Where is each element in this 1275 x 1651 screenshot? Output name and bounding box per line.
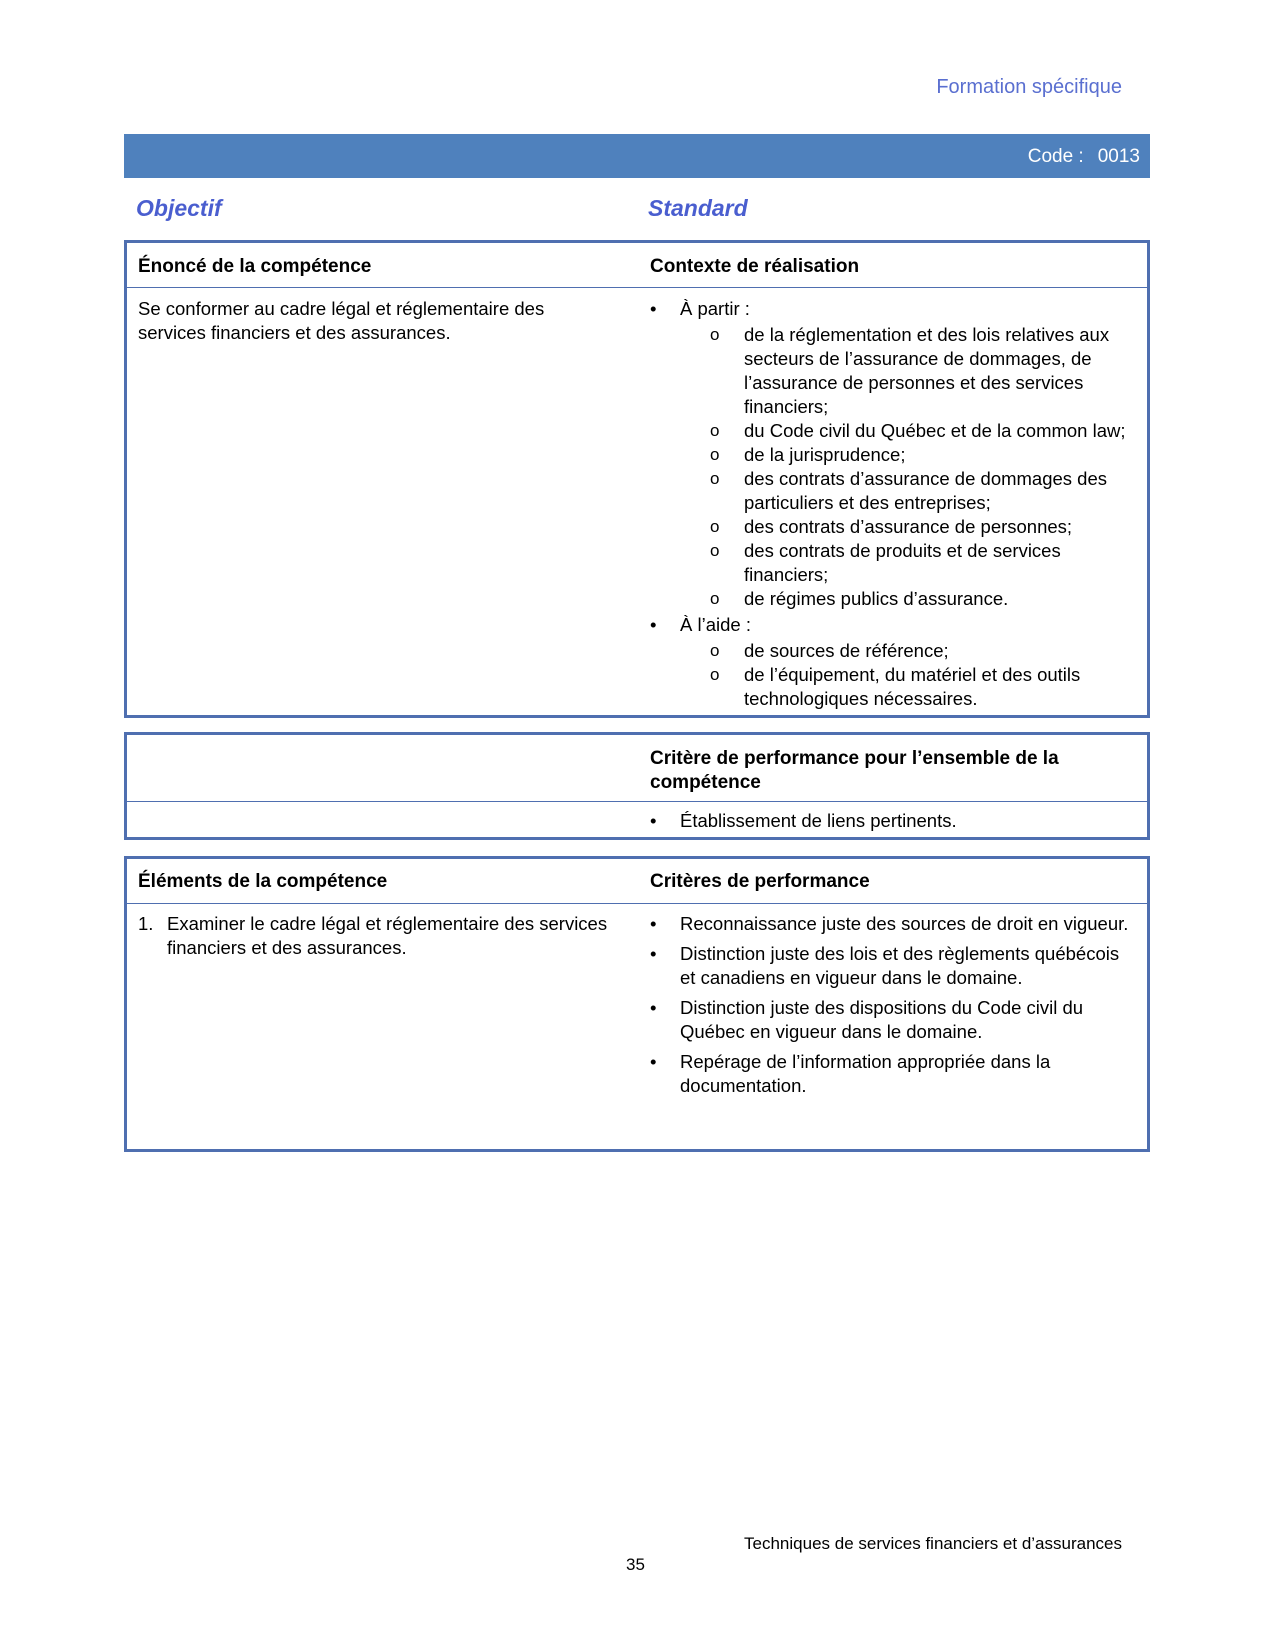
context-list [650,297,1140,713]
element-item [138,912,608,960]
criteria-header: Critères de performance [650,871,870,892]
overall-criterion-header: Critère de performance pour l’ensemble de la compétence [650,748,1059,793]
list-item: o des contrats de produits et de services financiers; [680,539,1140,587]
context-group [650,613,1140,711]
element-number: 1. [138,913,154,934]
list-item: o des contrats d’assurance de personnes; [680,515,1140,539]
context-header: Contexte de réalisation [650,256,860,277]
list-item: o de sources de référence; [680,639,1140,663]
list-item: o de la jurisprudence; [680,443,1140,467]
list-item: o de l’équipement, du matériel et des outils technologiques nécessaires. [680,663,1140,711]
program-header: Formation spécifique [936,76,1122,98]
standard-heading: Standard [648,195,748,221]
competence-code [1028,146,1140,168]
elements-header: Éléments de la compétence [138,871,388,892]
element-text: Examiner le cadre légal et réglementaire des services financiers et des assurances. [167,913,608,958]
box-divider [127,801,1147,802]
list-item: • Repérage de l’information appropriée dans la documentation. [650,1050,1130,1098]
context-group [650,297,1140,611]
competence-box [124,240,1150,718]
overall-criterion-list [650,809,1130,839]
code-label: Code : [1027,146,1084,167]
list-item: o des contrats d’assurance de dommages des particuliers et des entreprises; [680,467,1140,515]
box-divider [127,903,1147,904]
overall-criterion-box [124,732,1150,840]
context-group-label: À l’aide : [680,614,751,635]
list-item: • Reconnaissance juste des sources de droit en vigueur. [650,912,1130,936]
list-item: • Distinction juste des dispositions du Code civil du Québec en vigueur dans le domaine. [650,996,1130,1044]
list-item: • Distinction juste des lois et des règlements québécois et canadiens en vigueur dans le domaine. [650,942,1130,990]
page-number: 35 [626,1555,645,1574]
list-item: • Établissement de liens pertinents. [650,809,1130,833]
elements-box [124,856,1150,1152]
context-group-label: À partir : [680,298,750,319]
footer-program: Techniques de services financiers et d’assurances [744,1534,1122,1553]
statement-header: Énoncé de la compétence [138,256,372,277]
list-item: o de la réglementation et des lois relatives aux secteurs de l’assurance de dommages, de l’assurance de personnes et des services financiers; [680,323,1140,419]
competence-statement: Se conformer au cadre légal et réglementaire des services financiers et des assurances. [138,298,545,343]
box-divider [127,287,1147,288]
code-bar [124,134,1150,178]
objective-heading: Objectif [136,195,222,221]
list-item: o du Code civil du Québec et de la common law; [680,419,1140,443]
list-item: o de régimes publics d’assurance. [680,587,1140,611]
code-value: 0013 [1097,146,1140,167]
criteria-list [650,912,1130,1104]
